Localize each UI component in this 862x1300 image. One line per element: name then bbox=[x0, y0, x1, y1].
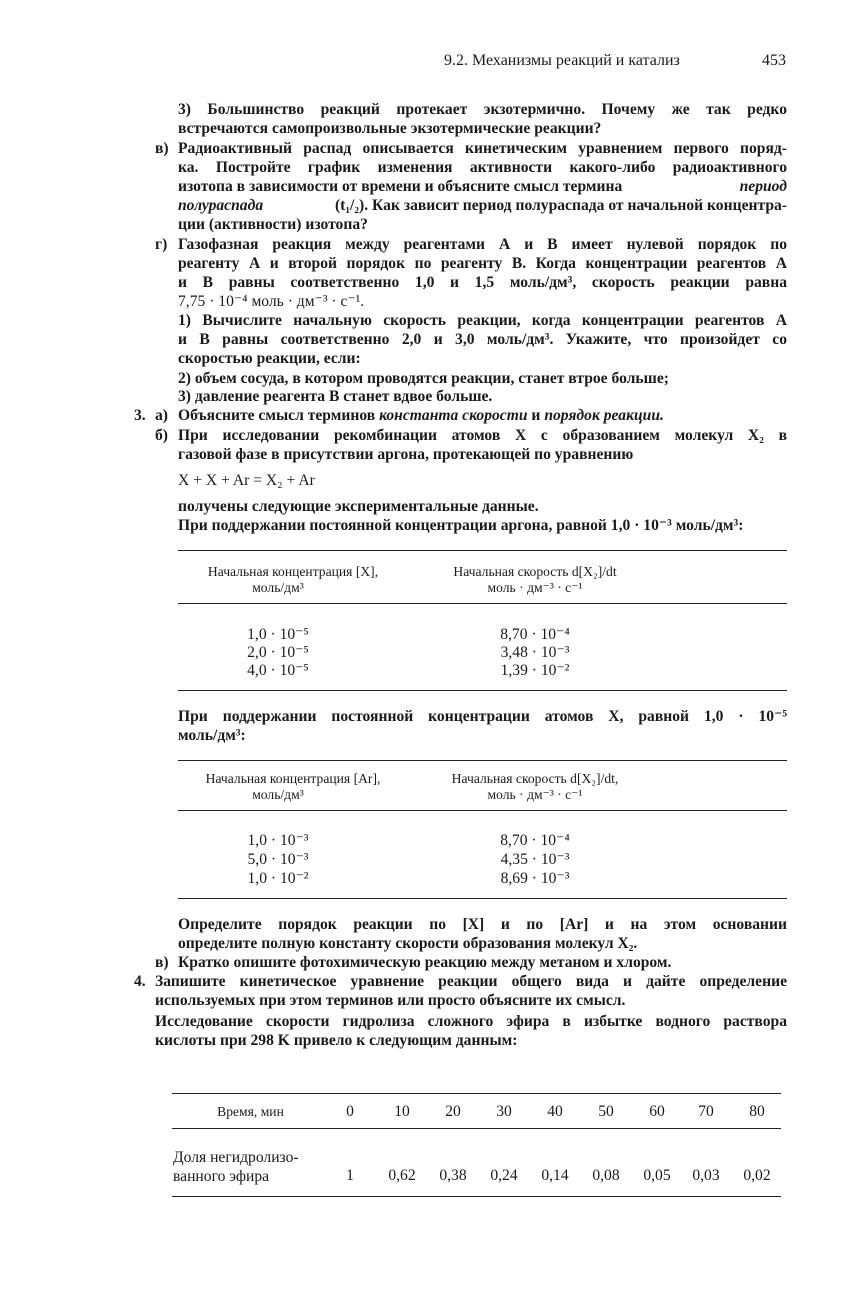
problem-number: 4. bbox=[134, 973, 146, 990]
table-cell: 40 bbox=[547, 1103, 563, 1120]
table-cell: 0 bbox=[346, 1103, 354, 1120]
equation: X + X + Ar = X₂ + Ar bbox=[178, 472, 315, 489]
table-cell: 8,70 · 10⁻⁴ bbox=[500, 626, 570, 643]
text-segment: изотопа в зависимости от времени и объясните смысл термина bbox=[178, 178, 623, 195]
text-line: Кратко опишите фотохимическую реакцию между метаном и хлором. bbox=[178, 954, 672, 971]
table-rule bbox=[178, 690, 787, 691]
table-cell: 1,0 · 10⁻² bbox=[247, 870, 309, 887]
table-cell: 4,35 · 10⁻³ bbox=[500, 851, 570, 868]
text-line: моль/дм³: bbox=[178, 727, 246, 744]
table-cell: 5,0 · 10⁻³ bbox=[247, 851, 309, 868]
text-line: ции (активности) изотопа? bbox=[178, 216, 368, 233]
item-label: б) bbox=[155, 427, 168, 444]
column-header: моль/дм³ bbox=[252, 580, 304, 595]
table-rule bbox=[172, 1196, 781, 1197]
text-line: скоростью реакции, если: bbox=[178, 350, 361, 367]
table-cell: 30 bbox=[496, 1103, 512, 1120]
table-cell: 50 bbox=[598, 1103, 614, 1120]
table-cell: 70 bbox=[698, 1103, 714, 1120]
table-cell: 80 bbox=[749, 1103, 765, 1120]
text-line: Исследование скорости гидролиза сложного эфира в избытке водного раствора bbox=[155, 1013, 787, 1030]
text-line: Определите порядок реакции по [X] и по [Ar] и на этом основании bbox=[178, 916, 787, 933]
text-line: встречаются самопроизвольные экзотермические реакции? bbox=[178, 120, 602, 137]
text-line: При исследовании рекомбинации атомов X с образованием молекул X₂ в bbox=[178, 427, 787, 444]
table-rule bbox=[178, 550, 787, 551]
column-header: Начальная концентрация [Ar], bbox=[205, 771, 381, 786]
text-line: При поддержании постоянной концентрации атомов X, равной 1,0 · 10⁻⁵ bbox=[178, 708, 787, 725]
text-line: ка. Постройте график изменения активности какого-либо радиоактивного bbox=[178, 159, 787, 176]
text-segment: и bbox=[531, 407, 541, 424]
text-line: используемых при этом терминов или просто объясните их смысл. bbox=[155, 992, 626, 1009]
term-italic: полураспада bbox=[178, 197, 264, 214]
table-rule bbox=[178, 760, 787, 761]
text-line: 3) Большинство реакций протекает экзотермично. Почему же так редко bbox=[178, 101, 787, 118]
table-cell: 2,0 · 10⁻⁵ bbox=[247, 644, 309, 661]
text-line: 7,75 · 10⁻⁴ моль · дм⁻³ · с⁻¹. bbox=[178, 293, 365, 310]
text-line: газовой фазе в присутствии аргона, протекающей по уравнению bbox=[178, 446, 634, 463]
page-number: 453 bbox=[762, 52, 786, 69]
column-header: Начальная скорость d[X₂]/dt bbox=[453, 564, 617, 579]
item-label: г) bbox=[155, 236, 168, 253]
table-cell: 3,48 · 10⁻³ bbox=[500, 644, 570, 661]
text-line: При поддержании постоянной концентрации аргона, равной 1,0 · 10⁻³ моль/дм³: bbox=[178, 517, 744, 534]
table-cell: 20 bbox=[445, 1103, 461, 1120]
table-cell: 1 bbox=[346, 1167, 354, 1184]
text-line bbox=[178, 406, 664, 425]
term-italic: порядок реакции. bbox=[544, 407, 664, 424]
table-cell: 1,39 · 10⁻² bbox=[500, 662, 570, 679]
text-line bbox=[178, 177, 787, 196]
row-header: ванного эфира bbox=[173, 1168, 270, 1185]
column-header: Начальная скорость d[X₂]/dt, bbox=[451, 771, 619, 786]
table-cell: 8,69 · 10⁻³ bbox=[500, 870, 570, 887]
table-rule bbox=[178, 898, 787, 899]
text-line: Газофазная реакция между реагентами А и В имеет нулевой порядок по bbox=[178, 236, 787, 253]
text-line: определите полную константу скорости образования молекул X₂. bbox=[178, 935, 638, 952]
text-line: Радиоактивный распад описывается кинетическим уравнением первого поряд- bbox=[178, 140, 787, 157]
column-header: моль · дм⁻³ · с⁻¹ bbox=[487, 787, 583, 802]
text-line bbox=[178, 196, 787, 215]
table-cell: 8,70 · 10⁻⁴ bbox=[500, 832, 570, 849]
column-header: Начальная концентрация [X], bbox=[207, 564, 379, 579]
table-rule bbox=[178, 810, 787, 811]
table-cell: 60 bbox=[649, 1103, 665, 1120]
text-line: и В равны соответственно 1,0 и 1,5 моль/дм³, скорость реакции равна bbox=[178, 274, 787, 291]
row-header: Доля негидролизо- bbox=[173, 1149, 299, 1166]
table-cell: 0,03 bbox=[692, 1167, 720, 1184]
table-rule bbox=[178, 603, 787, 604]
problem-number: 3. bbox=[134, 407, 146, 424]
text-line: реагенту А и второй порядок по реагенту В. Когда концентрации реагентов А bbox=[178, 255, 787, 272]
text-line: кислоты при 298 K привело к следующим данным: bbox=[155, 1032, 518, 1049]
column-header: моль · дм⁻³ · с⁻¹ bbox=[487, 580, 583, 595]
text-line: 2) объем сосуда, в котором проводятся реакции, станет втрое больше; bbox=[178, 370, 669, 387]
row-header: Время, мин bbox=[217, 1104, 284, 1119]
text-line: и В равны соответственно 2,0 и 3,0 моль/дм³. Укажите, что произойдет со bbox=[178, 331, 787, 348]
text-line: 1) Вычислите начальную скорость реакции, когда концентрации реагентов А bbox=[178, 312, 787, 329]
table-rule bbox=[172, 1128, 781, 1129]
table-cell: 0,05 bbox=[643, 1167, 671, 1184]
table-cell: 0,14 bbox=[541, 1167, 569, 1184]
column-header: моль/дм³ bbox=[252, 787, 304, 802]
item-label: в) bbox=[155, 954, 169, 971]
running-header: 9.2. Механизмы реакций и катализ bbox=[444, 52, 680, 69]
item-label: а) bbox=[155, 407, 168, 424]
text-segment: Объясните смысл терминов bbox=[178, 407, 376, 424]
text-line: получены следующие экспериментальные данные. bbox=[178, 498, 539, 515]
table-cell: 0,38 bbox=[439, 1167, 467, 1184]
term-italic: константа скорости bbox=[379, 407, 528, 424]
term-italic: период bbox=[739, 178, 787, 195]
text-segment: (t₁/₂). Как зависит период полураспада от начальной концентра- bbox=[334, 197, 787, 214]
table-cell: 1,0 · 10⁻⁵ bbox=[247, 626, 309, 643]
text-line: Запишите кинетическое уравнение реакции общего вида и дайте определение bbox=[155, 973, 787, 990]
text-line: 3) давление реагента В станет вдвое больше. bbox=[178, 388, 493, 405]
table-cell: 10 bbox=[394, 1103, 410, 1120]
table-cell: 0,08 bbox=[592, 1167, 620, 1184]
table-cell: 4,0 · 10⁻⁵ bbox=[247, 662, 309, 679]
table-cell: 0,24 bbox=[490, 1167, 518, 1184]
table-cell: 0,62 bbox=[388, 1167, 416, 1184]
item-label: в) bbox=[155, 140, 169, 157]
table-cell: 1,0 · 10⁻³ bbox=[247, 832, 309, 849]
table-rule bbox=[172, 1093, 781, 1094]
table-cell: 0,02 bbox=[743, 1167, 771, 1184]
